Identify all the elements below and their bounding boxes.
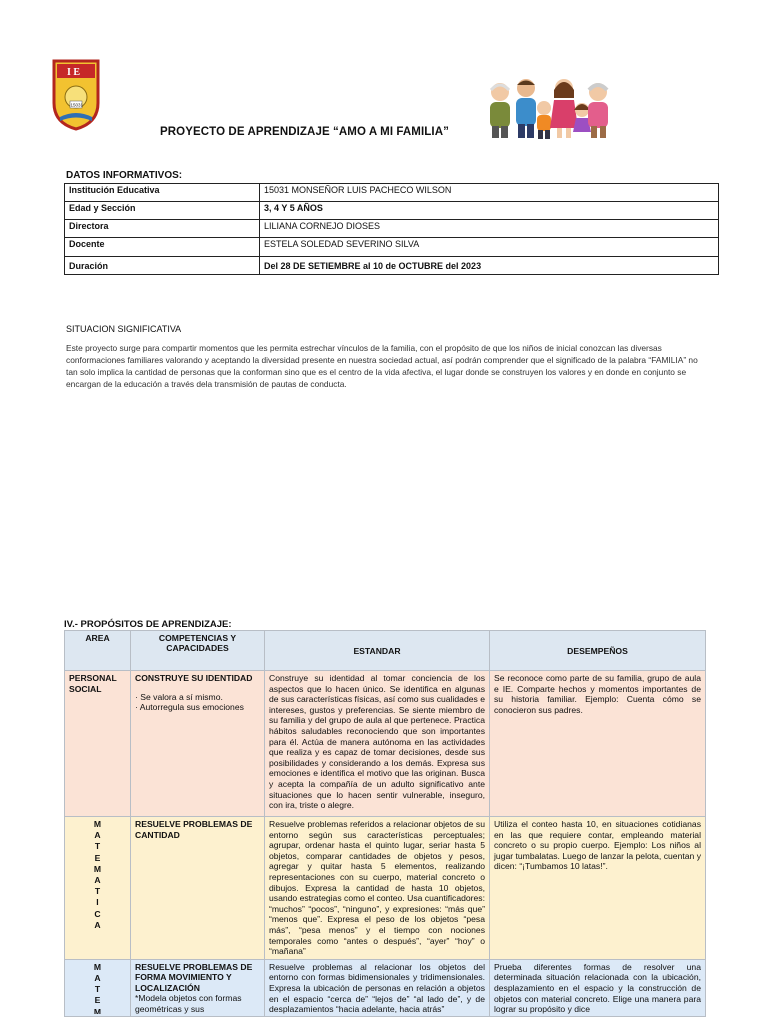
- capacidad-item: · Se valora a sí mismo.: [135, 691, 223, 702]
- area-letter: M: [93, 819, 102, 829]
- area-letter: I: [96, 897, 99, 908]
- logo-letters: I E: [67, 67, 81, 78]
- info-value: 15031 MONSEÑOR LUIS PACHECO WILSON: [260, 184, 719, 202]
- estandar-text: Resuelve problemas al relacionar los objetos del entorno con formas bidimensionales y tridimensionales. Expresa la ubicación de personas en relación a objetos en el espacio “cerca de” “lejos de” “al lado de”, y de desplazamientos “hacia adelante, hacia atrás”: [269, 961, 485, 1014]
- propositos-heading: IV.- PROPÓSITOS DE APRENDIZAJE:: [64, 619, 232, 630]
- info-value: ESTELA SOLEDAD SEVERINO SILVA: [260, 238, 719, 257]
- header-desempenos: DESEMPEÑOS: [490, 631, 706, 671]
- table-row: [65, 257, 719, 275]
- competencia-cell: [131, 817, 265, 960]
- area-letter: T: [94, 841, 101, 852]
- situacion-text: Este proyecto surge para compartir momentos que les permita estrechar vínculos de la familia, con el propósito de que los niños de inicial conozcan las diversas conformaciones familiares valorando y aceptando la diversidad presente en nuestra sociedad actual, así podrán comprender que el significado de la palabra “FAMILIA” no tan solo implica la cantidad de personas que la conforman sino que es el centro de la vida afectiva, el lugar donde se construyen los valores y en donde en conjunto se encargan de la educación a través dela transmisión de pautas de conducta.: [66, 343, 698, 389]
- situacion-heading: SITUACION SIGNIFICATIVA: [66, 324, 182, 334]
- header-area: AREA: [65, 631, 131, 671]
- area-letter: M: [93, 863, 102, 874]
- table-row: [65, 238, 719, 257]
- desempeno-cell: Utiliza el conteo hasta 10, en situaciones cotidianas en las que requiere contar, empleando material concreto o su propio cuerpo. Ejemplo: Los niños al jugar tumbalatas. Luego de lanzar la pelota, cuentan y dicen: “¡Tumbamos 10 latas!”.: [490, 817, 706, 960]
- competencia-title: RESUELVE PROBLEMAS DE FORMA MOVIMIENTO Y LOCALIZACIÓN: [135, 961, 253, 993]
- table-row: [65, 220, 719, 238]
- area-letter: A: [94, 830, 101, 841]
- school-crest-logo: [50, 57, 102, 131]
- capacidad-item: *Modela objetos con formas geométricas y sus: [135, 993, 242, 1014]
- area-cell: [65, 817, 131, 960]
- capacidad-item: · Autorregula sus emociones: [135, 702, 244, 712]
- datos-informativos-table: [64, 183, 719, 275]
- capacidades: [135, 692, 260, 713]
- info-label: Directora: [65, 220, 260, 238]
- area-letter: T: [94, 984, 101, 995]
- info-label: Duración: [65, 257, 260, 275]
- datos-informativos-heading: DATOS INFORMATIVOS:: [66, 170, 183, 181]
- area-letter: A: [94, 875, 101, 886]
- area-letter: T: [94, 886, 101, 897]
- table-row: [65, 817, 706, 960]
- competencia-title: RESUELVE PROBLEMAS DE CANTIDAD: [135, 819, 253, 840]
- competencia-cell: [131, 959, 265, 1016]
- header-estandar: ESTANDAR: [265, 631, 490, 671]
- desempeno-cell: [490, 959, 706, 1016]
- family-illustration: [480, 76, 612, 140]
- desempeno-text: Prueba diferentes formas de resolver una determinada situación relacionada con la ubicación, desplazamiento en el espacio y la construcción de objetos con material concreto. Elige una manera para lograr su propósito y dice: [494, 961, 701, 1014]
- info-value: Del 28 DE SETIEMBRE al 10 de OCTUBRE del 2023: [260, 257, 719, 275]
- area-letter: M: [93, 1006, 102, 1014]
- info-value: LILIANA CORNEJO DIOSES: [260, 220, 719, 238]
- table-row: [65, 671, 706, 817]
- area-letter: M: [93, 961, 102, 972]
- desempeno-cell: Se reconoce como parte de su familia, grupo de aula e IE. Comparte hechos y momentos importantes de su historia familiar. Ejemplo: Cuenta cómo se conocieron sus padres.: [490, 671, 706, 817]
- area-letter: E: [94, 852, 101, 863]
- table-header-row: [65, 631, 706, 671]
- area-letter: E: [94, 995, 101, 1006]
- area-letter: A: [94, 919, 101, 930]
- info-label: Institución Educativa: [65, 184, 260, 202]
- competencia-title: CONSTRUYE SU IDENTIDAD: [135, 673, 253, 683]
- estandar-cell: [265, 959, 490, 1016]
- area-letter: C: [94, 908, 101, 919]
- table-row: [65, 202, 719, 220]
- estandar-cell: Construye su identidad al tomar conciencia de los aspectos que lo hacen único. Se identifica en algunas de sus características físicas, así como sus cualidades e intereses, gustos y preferencias. Se siente miembro de su familia y del grupo de aula al que pertenece. Practica hábitos saludables reconociendo que son importantes para él. Actúa de manera autónoma en las actividades que realiza y es capaz de tomar decisiones, desde sus posibilidades y considerando a los demás. Expresa sus emociones e identifica el motivo que las originan. Busca y acepta la compañía de un adulto significativo ante situaciones que lo hacen sentir vulnerable, inseguro, con ira, triste o alegre.: [265, 671, 490, 817]
- competencia-cell: [131, 671, 265, 817]
- logo-number: 15031: [70, 102, 84, 108]
- area-cell: [65, 959, 131, 1016]
- document-title: PROYECTO DE APRENDIZAJE “AMO A MI FAMILIA”: [160, 126, 449, 138]
- table-row: [65, 184, 719, 202]
- table-row: [65, 959, 706, 1016]
- info-label: Docente: [65, 238, 260, 257]
- propositos-table: [64, 630, 706, 1017]
- info-label: Edad y Sección: [65, 202, 260, 220]
- info-value: 3, 4 Y 5 AÑOS: [260, 202, 719, 220]
- area-cell: PERSONAL SOCIAL: [65, 671, 131, 817]
- estandar-cell: Resuelve problemas referidos a relacionar objetos de su entorno según sus características perceptuales; agrupar, ordenar hasta el quinto lugar, seriar hasta 5 objetos, comparar cantidades de objetos y pesos, agregar y quitar hasta 5 elementos, realizando representaciones con su cuerpo, material concreto o dibujos. Expresa la cantidad de hasta 10 objetos, usando estrategias como el conteo. Usa cuantificadores: “muchos” “pocos”, “ninguno”, y expresiones: “más que” “menos que”. Expresa el peso de los objetos “pesa más”, “pesa menos” y el tiempo con nociones temporales como “antes o después”, “ayer” “hoy” o “mañana”: [265, 817, 490, 960]
- area-letter: A: [94, 972, 101, 983]
- header-competencias: COMPETENCIAS Y CAPACIDADES: [131, 631, 265, 671]
